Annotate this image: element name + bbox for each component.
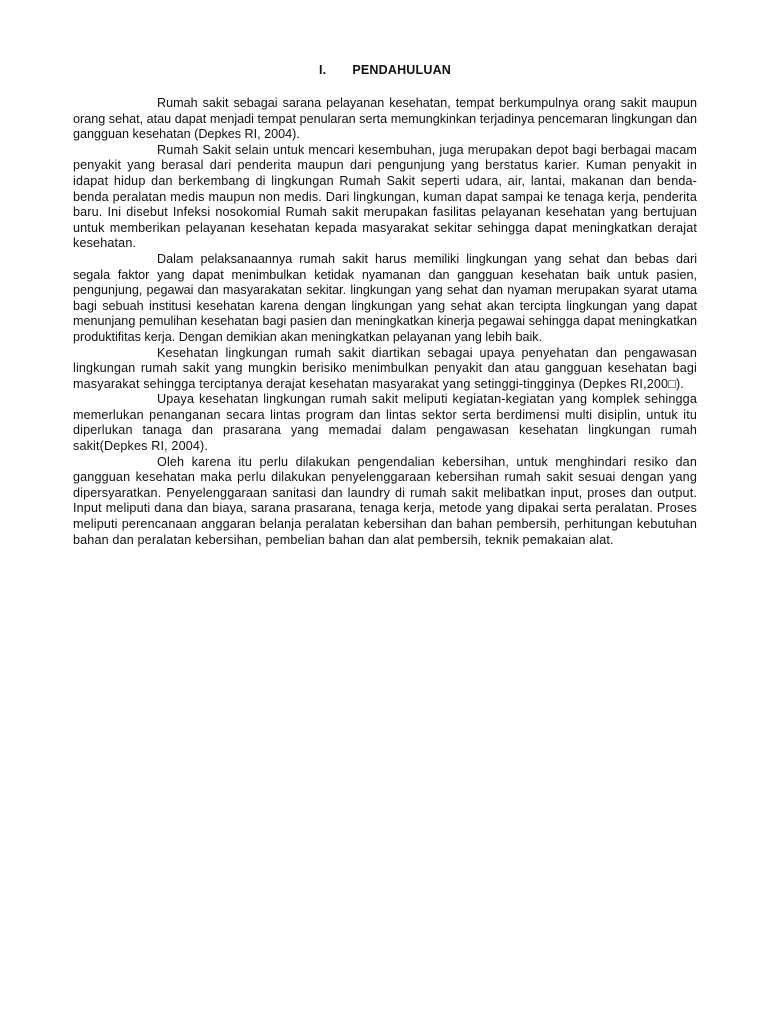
section-title: PENDAHULUAN [352, 63, 452, 77]
section-number: I. [318, 63, 327, 77]
document-page [73, 62, 697, 548]
paragraph-1: Rumah sakit sebagai sarana pelayanan kesehatan, tempat berkumpulnya orang sakit maupun orang sehat, atau dapat menjadi tempat penularan serta memungkinkan terjadinya pencemaran lingkungan dan gangguan kesehatan (Depkes RI, 2004). [73, 96, 697, 142]
paragraph-3: Dalam pelaksanaannya rumah sakit harus memiliki lingkungan yang sehat dan bebas dari segala faktor yang dapat menimbulkan ketidak nyamanan dan gangguan kesehatan baik untuk pasien, pengunjung, pegawai dan masyarakatan sekitar. lingkungan yang sehat dan nyaman merupakan syarat utama bagi sebuah institusi kesehatan karena dengan lingkungan yang sehat akan tercipta lingkungan yang dapat menunjang pemulihan kesehatan bagi pasien dan meningkatkan kinerja pegawai sehingga dapat meningkatkan produktifitas kerja. Dengan demikian akan meningkatkan pelayanan yang lebih baik. [73, 251, 697, 344]
section-heading [73, 62, 697, 78]
paragraph-4: Kesehatan lingkungan rumah sakit diartikan sebagai upaya penyehatan dan pengawasan lingkungan rumah sakit yang mungkin berisiko menimbulkan penyakit dan atau gangguan kesehatan bagi masyarakat sehingga terciptanya derajat kesehatan masyarakat yang setinggi-tingginya (Depkes RI,200□). [73, 345, 697, 391]
paragraph-5: Upaya kesehatan lingkungan rumah sakit meliputi kegiatan-kegiatan yang komplek sehingga memerlukan penanganan secara lintas program dan lintas sektor serta berdimensi multi disiplin, untuk itu diperlukan tanaga dan prasarana yang memadai dalam pengawasan kesehatan lingkungan rumah sakit(Depkes RI, 2004). [73, 392, 697, 454]
paragraph-6: Oleh karena itu perlu dilakukan pengendalian kebersihan, untuk menghindari resiko dan gangguan kesehatan maka perlu dilakukan penyelenggaraan kebersihan rumah sakit sesuai dengan yang dipersyaratkan. Penyelenggaraan sanitasi dan laundry di rumah sakit melibatkan input, proses dan output. Input meliputi dana dan biaya, sarana prasarana, tenaga kerja, metode yang dipakai serta peralatan. Proses meliputi perencanaan anggaran belanja peralatan kebersihan dan bahan pembersih, perhitungan kebutuhan bahan dan peralatan kebersihan, pembelian bahan dan alat pembersih, teknik pemakaian alat. [73, 454, 697, 547]
paragraph-2: Rumah Sakit selain untuk mencari kesembuhan, juga merupakan depot bagi berbagai macam penyakit yang berasal dari penderita maupun dari pengunjung yang berstatus karier. Kuman penyakit in idapat hidup dan berkembang di lingkungan Rumah Sakit seperti udara, air, lantai, makanan dan benda-benda peralatan medis maupun non medis. Dari lingkungan, kuman dapat sampai ke tenaga kerja, penderita baru. Ini disebut Infeksi nosokomial Rumah sakit merupakan fasilitas pelayanan kesehatan yang bertujuan untuk memberikan pelayanan kesehatan kepada masyarakat sekitar sehingga dapat meningkatkan derajat kesehatan. [73, 142, 697, 251]
